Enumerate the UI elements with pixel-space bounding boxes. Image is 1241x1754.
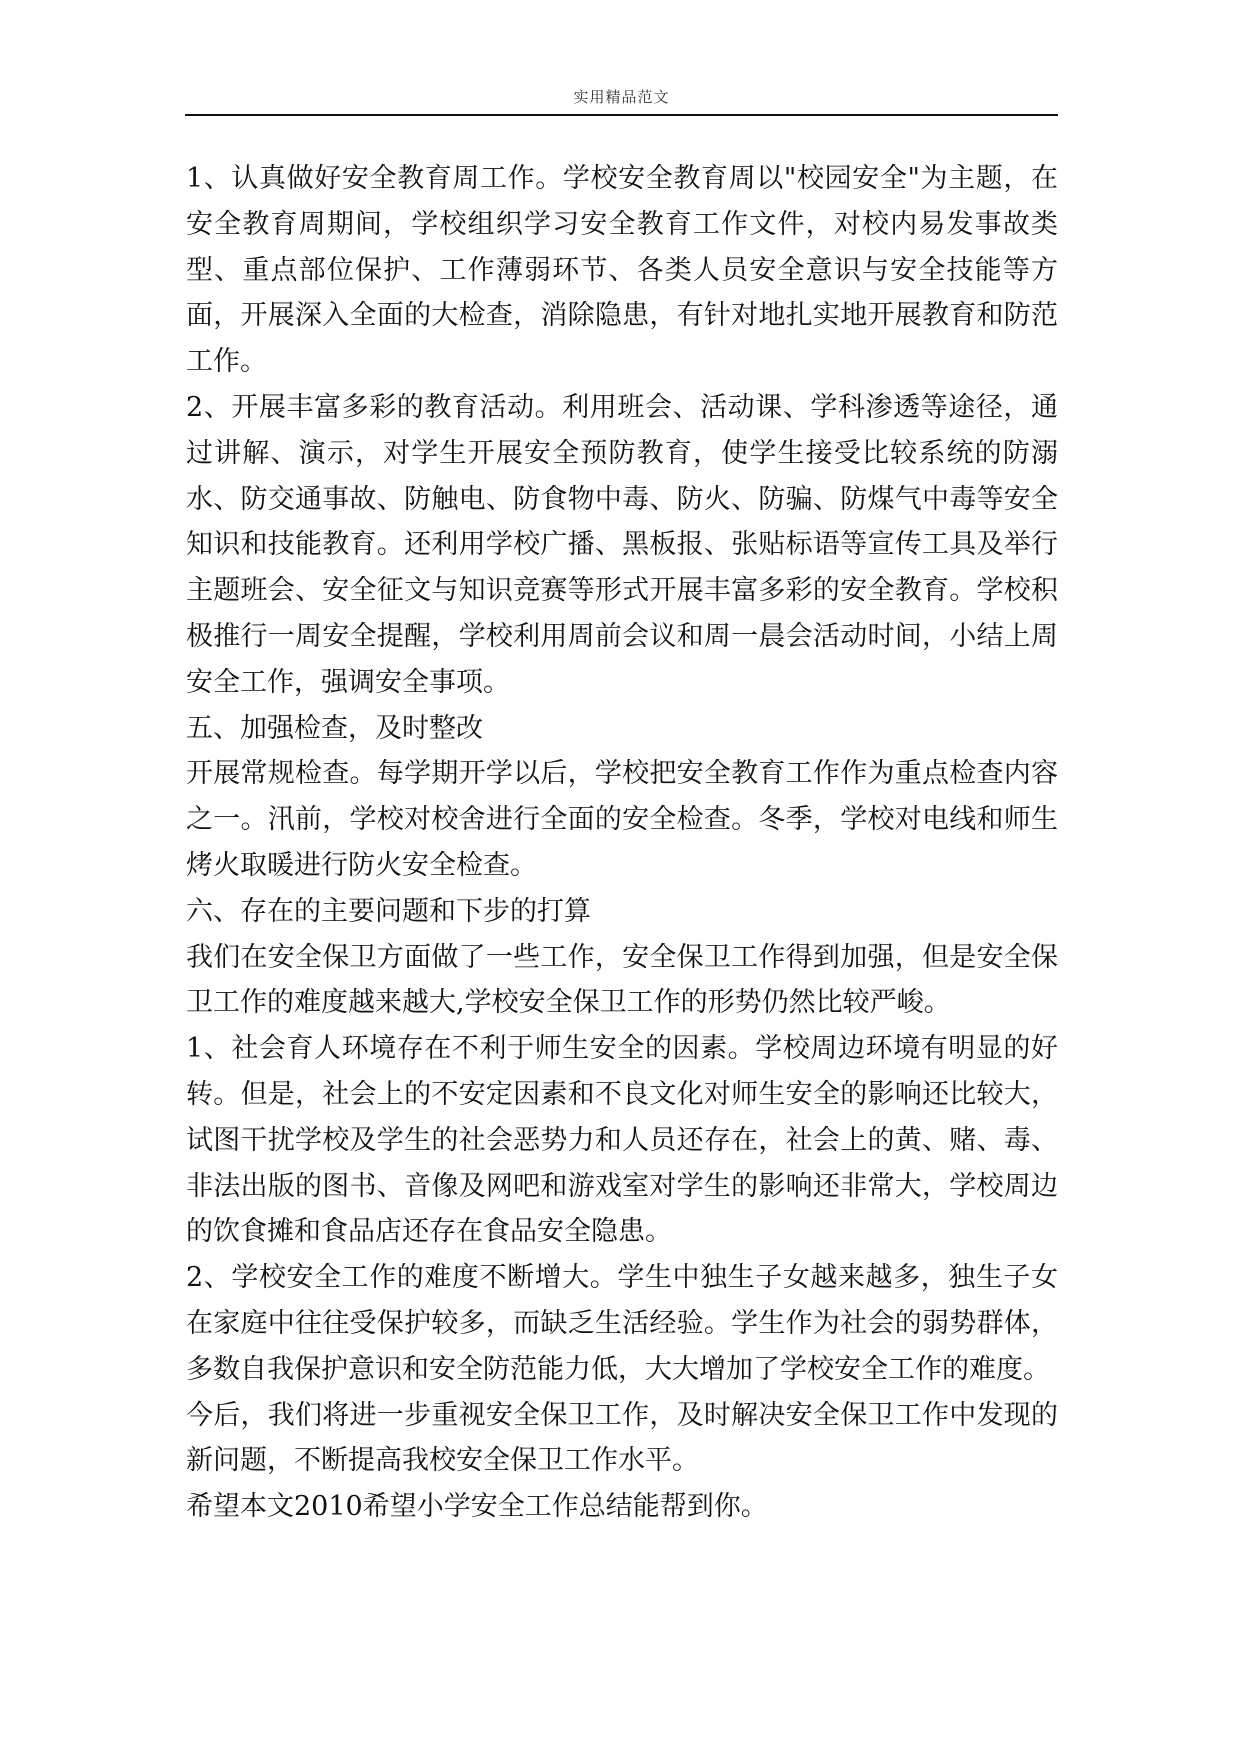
paragraph-routine-inspection: 开展常规检查。每学期开学以后，学校把安全教育工作作为重点检查内容之一。汛前，学校对校舍进行全面的安全检查。冬季，学校对电线和师生烤火取暖进行防火安全检查。 [186, 758, 1058, 881]
section-heading-problems: 六、存在的主要问题和下步的打算 [186, 895, 591, 927]
paragraph-security-summary: 我们在安全保卫方面做了一些工作，安全保卫工作得到加强，但是安全保卫工作的难度越来越大,学校安全保卫工作的形势仍然比较严峻。 [186, 941, 1058, 1019]
page-header: 实用精品范文 [573, 88, 670, 106]
paragraph-closing: 希望本文2010希望小学安全工作总结能帮到你。 [186, 1491, 768, 1523]
section-heading-inspection: 五、加强检查，及时整改 [186, 712, 483, 744]
header-divider [185, 114, 1058, 116]
paragraph-safety-week: 1、认真做好安全教育周工作。学校安全教育周以"校园安全"为主题，在安全教育周期间，学校组织学习安全教育工作文件，对校内易发事故类型、重点部位保护、工作薄弱环节、各类人员安全意识与安全技能等方面，开展深入全面的大检查，消除隐患，有针对地扎实地开展教育和防范工作。 [186, 163, 1058, 378]
document-body [186, 156, 1058, 1530]
paragraph-future-plan: 今后，我们将进一步重视安全保卫工作，及时解决安全保卫工作中发现的新问题，不断提高我校安全保卫工作水平。 [186, 1399, 1058, 1477]
paragraph-difficulty-increase: 2、学校安全工作的难度不断增大。学生中独生子女越来越多，独生子女在家庭中往往受保护较多，而缺乏生活经验。学生作为社会的弱势群体，多数自我保护意识和安全防范能力低，大大增加了学校安全工作的难度。 [186, 1262, 1058, 1385]
paragraph-education-activities: 2、开展丰富多彩的教育活动。利用班会、活动课、学科渗透等途径，通过讲解、演示，对学生开展安全预防教育，使学生接受比较系统的防溺水、防交通事故、防触电、防食物中毒、防火、防骗、防煤气中毒等安全知识和技能教育。还利用学校广播、黑板报、张贴标语等宣传工具及举行主题班会、安全征文与知识竞赛等形式开展丰富多彩的安全教育。学校积极推行一周安全提醒，学校利用周前会议和周一晨会活动时间，小结上周安全工作，强调安全事项。 [186, 391, 1058, 698]
paragraph-social-environment: 1、社会育人环境存在不利于师生安全的因素。学校周边环境有明显的好转。但是，社会上的不安定因素和不良文化对师生安全的影响还比较大，试图干扰学校及学生的社会恶势力和人员还存在，社会上的黄、赌、毒、非法出版的图书、音像及网吧和游戏室对学生的影响还非常大，学校周边的饮食摊和食品店还存在食品安全隐患。 [186, 1033, 1058, 1248]
